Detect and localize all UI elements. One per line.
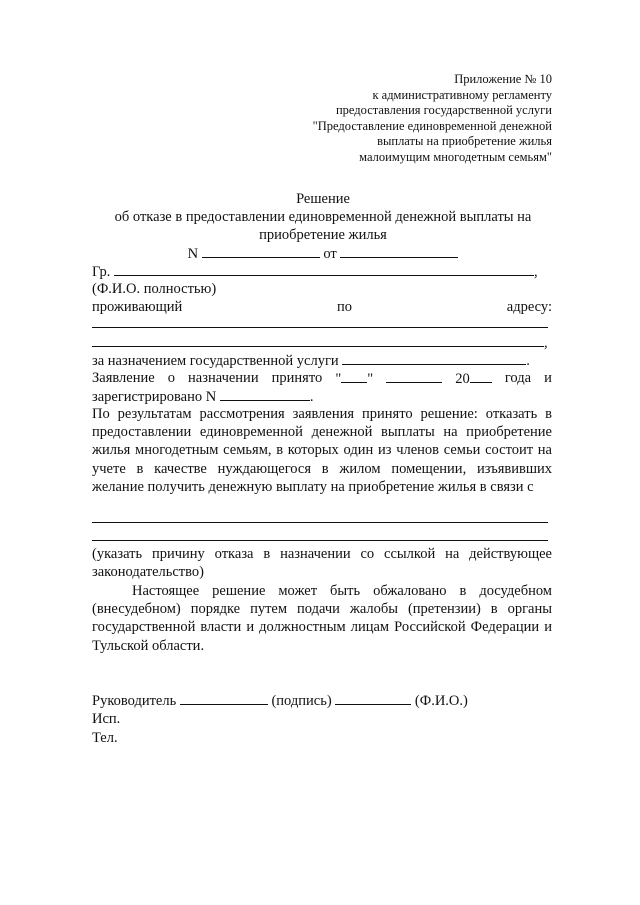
registered-tail: . [309, 389, 314, 405]
service-tail: . [526, 353, 530, 369]
service-line [92, 351, 552, 370]
phone-label: Тел. [92, 730, 118, 746]
residing-word: адресу: [506, 299, 552, 315]
appendix-line: Приложение № 10 [454, 72, 552, 86]
reason-hint: (указать причину отказа в назначении со ссылкой на действующее законодательство) [92, 546, 552, 581]
application-line [92, 369, 552, 388]
document-subtitle-line2: приобретение жилья [259, 227, 387, 243]
residing-line [92, 298, 552, 316]
citizen-line [92, 262, 552, 281]
appendix-line: предоставления государственной услуги [335, 103, 552, 118]
registered-label: зарегистрировано N [92, 389, 217, 405]
appeal-paragraph: Настоящее решение может быть обжаловано в досудебном (внесудебном) порядке путем подачи жалобы (претензии) в органы государственной власти и должностным лицам Российской Федерации и Тульской области. [92, 583, 552, 654]
application-word: Заявление [92, 370, 155, 386]
registered-line [92, 387, 552, 406]
sign-blank [335, 691, 411, 705]
citizen-label: Гр. [92, 264, 111, 280]
year-word: года [504, 370, 532, 386]
number-blank [202, 244, 320, 258]
reason-rule-2 [92, 540, 548, 541]
address-tail: , [544, 335, 548, 351]
appendix-line: малоимущим многодетным семьям" [359, 149, 552, 164]
decision-number-line [92, 244, 554, 263]
document-title: Решение [296, 191, 350, 207]
appendix-header [252, 72, 552, 166]
fio-hint: (Ф.И.О. полностью) [92, 281, 217, 297]
sign-label: (подпись) [271, 693, 332, 709]
year-word: и [544, 370, 552, 386]
number-label: N [187, 246, 199, 262]
address-blank [92, 333, 544, 347]
application-word: принято [271, 370, 323, 386]
month-blank [386, 369, 442, 383]
fio-label: (Ф.И.О.) [414, 693, 468, 709]
service-blank [342, 351, 526, 365]
application-word: о [167, 370, 175, 386]
from-label: от [323, 246, 337, 262]
address-line-2 [92, 333, 552, 352]
appendix-line: "Предоставление единовременной денежной [312, 118, 552, 133]
executor-label: Исп. [92, 711, 121, 727]
application-word: назначении [188, 370, 259, 386]
citizen-tail: , [533, 264, 538, 280]
reason-rule-1 [92, 522, 548, 523]
service-label: за назначением государственной услуги [92, 353, 339, 369]
registered-blank [220, 387, 310, 401]
decision-paragraph: По результатам рассмотрения заявления принято решение: отказать в предоставлении единовременной денежной выплаты на приобретение жилья многодетным семьям, в которых один из членов семьи состоит на учете в качестве нуждающегося в жилом помещении, изъявивших желание получить денежную выплату на приобретение жилья в связи с [92, 406, 552, 495]
appendix-line: к административному регламенту [372, 87, 552, 102]
date-blank [340, 244, 458, 258]
document-subtitle-line1: об отказе в предоставлении единовременной денежной выплаты на [114, 209, 532, 225]
head-label: Руководитель [92, 693, 177, 709]
residing-word: по [337, 299, 353, 315]
year-field: 20 [455, 369, 492, 388]
citizen-blank [114, 262, 534, 276]
appendix-line: выплаты на приобретение жилья [377, 134, 552, 149]
address-rule [92, 327, 548, 328]
head-blank [180, 691, 268, 705]
day-field: " " [335, 371, 374, 387]
signature-line [92, 691, 552, 710]
residing-word: проживающий [92, 299, 183, 315]
